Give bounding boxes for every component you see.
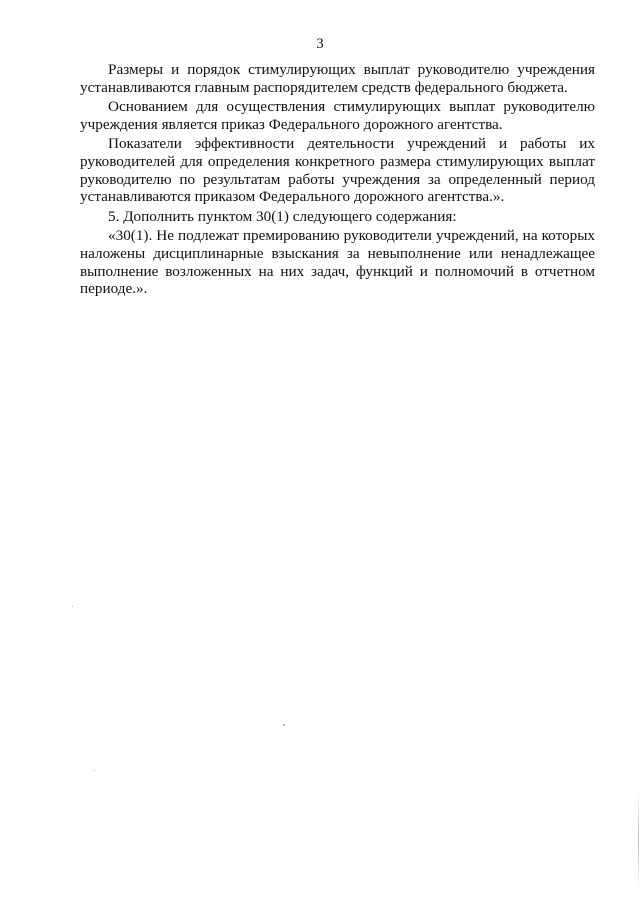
paragraph-payment-amounts: Размеры и порядок стимулирующих выплат руководителю учреждения устанавливаются главным распорядителем средств федерального бюджета.	[80, 61, 595, 96]
paragraph-performance-indicators: Показатели эффективности деятельности учреждений и работы их руководителей для определения конкретного размера стимулирующих выплат руководителю по результатам работы учреждения за определенный период устанавливаются приказом Федерального дорожного агентства.».	[80, 135, 595, 206]
scan-speck	[94, 770, 95, 771]
paragraph-payment-basis: Основанием для осуществления стимулирующих выплат руководителю учреждения является приказ Федерального дорожного агентства.	[80, 98, 595, 133]
scan-speck	[283, 724, 285, 726]
paragraph-clause-30-1: «30(1). Не подлежат премированию руководители учреждений, на которых наложены дисциплинарные взыскания за невыполнение или ненадлежащее выполнение возложенных на них задач, функций и полномочий в отчетном периоде.».	[80, 227, 595, 298]
page-number: 3	[316, 36, 324, 52]
scan-edge-shadow	[638, 790, 639, 890]
paragraph-amendment-item-5: 5. Дополнить пунктом 30(1) следующего содержания:	[108, 207, 457, 225]
scan-speck	[72, 606, 73, 607]
document-body	[80, 61, 595, 298]
